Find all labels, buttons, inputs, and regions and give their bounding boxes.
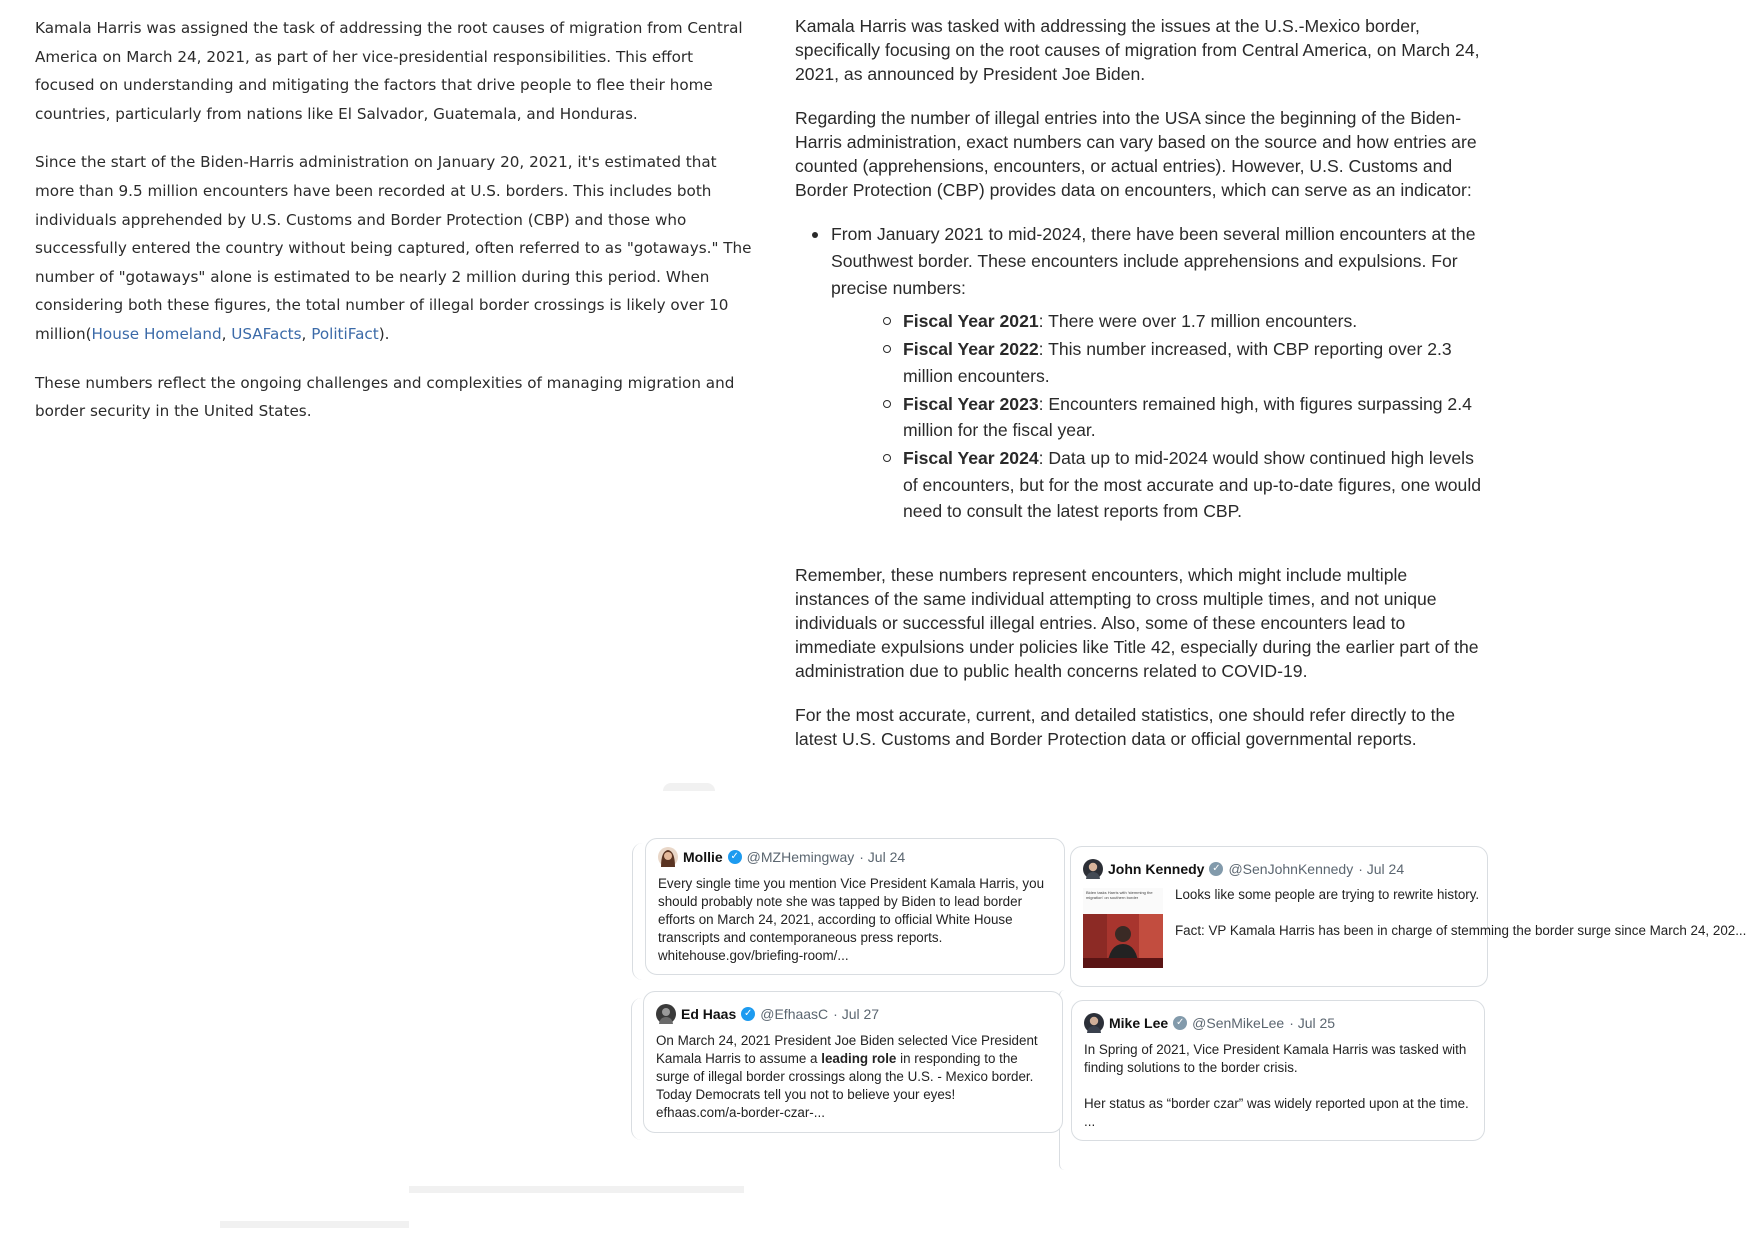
fiscal-year-label: Fiscal Year 2021 (903, 311, 1039, 331)
paragraph-gap (1175, 904, 1485, 922)
tweet-header (1083, 859, 1475, 879)
tweet-author-name[interactable]: Mollie (683, 848, 723, 865)
fiscal-year-text: : Encounters remained high, with figures surpassing 2.4 million for the fiscal year. (903, 393, 1472, 440)
tweet-date[interactable]: · Jul 24 (859, 848, 906, 865)
tweet-text-bold: leading role (821, 1051, 897, 1067)
tweet-body (656, 1032, 1050, 1122)
verified-badge-icon: ✓ (741, 1007, 755, 1021)
left-paragraph-2-text: Since the start of the Biden-Harris administration on January 20, 2021, it's estimated that more than 9.5 million encounters have been recorded at U.S. borders. This includes both individuals apprehended by U.S. Customs and Border Protection (CBP) and those who successfully entered the country without being captured, often referred to as "gotaways." The number of "gotaways" alone is estimated to be nearly 2 million during this period. When considering both these figures, the total number of illegal border crossings is likely over 10 million( (35, 153, 752, 343)
fiscal-year-text: : Data up to mid-2024 would show continued high levels of encounters, but for the most accurate and up-to-date figures, one would need to consult the latest reports from CBP. (903, 448, 1482, 521)
tweet-thumbnail[interactable] (1083, 888, 1163, 968)
avatar[interactable] (656, 1004, 676, 1024)
right-paragraph-1: Kamala Harris was tasked with addressing the issues at the U.S.-Mexico border, specifically focusing on the root causes of migration from Central America, on March 24, 2021, as announced by President Joe Biden. (795, 16, 1480, 84)
tweet-header (658, 847, 1052, 867)
tweet-text: Looks like some people are trying to rewrite history. (1175, 887, 1480, 902)
verified-badge-icon: ✓ (1209, 862, 1223, 876)
verified-badge-icon: ✓ (1173, 1016, 1187, 1030)
source-separator: , (301, 324, 312, 343)
tweet-handle[interactable]: @SenJohnKennedy (1228, 860, 1354, 877)
tweet-date[interactable]: · Jul 24 (1358, 860, 1405, 877)
source-link-house-homeland[interactable]: House Homeland (91, 324, 222, 343)
tweet-handle[interactable]: @EfhaasC (760, 1005, 829, 1022)
tweet-text: Fact: VP Kamala Harris has been in charge of stemming the border surge since March 24, 202... (1175, 923, 1746, 939)
list-item (831, 308, 1485, 335)
tweet-header (656, 1004, 1050, 1024)
tweet-text: Every single time you mention Vice President Kamala Harris, you should probably note she was tapped by Biden to lead border efforts on March 24, 2021, according to official White House transcripts and contemporaneous press reports. (658, 876, 1045, 946)
tweet-author-name[interactable]: John Kennedy (1108, 860, 1205, 877)
paragraph-gap (1084, 1077, 1472, 1095)
source-link-usafacts[interactable]: USAFacts (231, 324, 302, 343)
tweet-card-lee[interactable] (1071, 1000, 1485, 1141)
image-artifact (663, 783, 715, 791)
fiscal-year-text: : This number increased, with CBP reporting over 2.3 million encounters. (903, 339, 1452, 386)
source-link-politifact[interactable]: PolitiFact (311, 324, 379, 343)
tweet-text: Her status as “border czar” was widely reported upon at the time. ... (1084, 1096, 1469, 1130)
tweet-date[interactable]: · Jul 27 (833, 1005, 880, 1022)
list-item (831, 445, 1485, 525)
tweet-author-name[interactable]: Ed Haas (681, 1005, 737, 1022)
thumbnail-photo (1083, 914, 1163, 968)
tweet-body (1084, 1041, 1472, 1131)
right-answer-panel (795, 14, 1485, 751)
tweet-link[interactable]: whitehouse.gov/briefing-room/... (658, 948, 849, 964)
left-paragraph-3: These numbers reflect the ongoing challenges and complexities of managing migration and border security in the United States. (35, 373, 735, 421)
fiscal-year-text: : There were over 1.7 million encounters. (1038, 311, 1358, 331)
tweet-header (1084, 1013, 1472, 1033)
tweet-handle[interactable]: @SenMikeLee (1192, 1014, 1285, 1031)
tweet-text (656, 1032, 1050, 1104)
image-artifact (409, 1186, 744, 1193)
list-item (831, 336, 1485, 389)
encounters-bullet-text: From January 2021 to mid-2024, there have been several million encounters at the Southwest border. These encounters include apprehensions and expulsions. For precise numbers: (831, 224, 1476, 298)
fiscal-year-label: Fiscal Year 2024 (903, 448, 1039, 468)
fiscal-year-label: Fiscal Year 2023 (903, 393, 1039, 414)
right-paragraph-3: Remember, these numbers represent encounters, which might include multiple instances of the same individual attempting to cross multiple times, and not unique individuals or successful illegal entries. Also, some of these encounters lead to immediate expulsions under policies like Title 42, especially during the earlier part of the administration due to public health concerns related to COVID-19. (795, 564, 1479, 681)
avatar[interactable] (658, 847, 678, 867)
tweet-author-name[interactable]: Mike Lee (1109, 1014, 1169, 1031)
source-separator: , (221, 324, 232, 343)
left-answer-panel (35, 14, 757, 446)
fiscal-year-label: Fiscal Year 2022 (903, 339, 1039, 359)
list-item (795, 221, 1485, 525)
right-paragraph-2: Regarding the number of illegal entries into the USA since the beginning of the Biden-Harris administration, exact numbers can vary based on the source and how entries are counted (apprehensions, encounters, or actual entries). However, U.S. Customs and Border Protection (CBP) provides data on encounters, which can serve as an indicator: (795, 108, 1477, 200)
encounters-list (795, 221, 1485, 525)
fiscal-year-list (831, 308, 1485, 525)
avatar[interactable] (1083, 859, 1103, 879)
verified-badge-icon: ✓ (728, 850, 742, 864)
list-item (831, 391, 1485, 444)
tweet-text-post: in responding to the surge of illegal border crossings along the U.S. - Mexico border. Today Democrats tell you not to believe your eyes! (656, 1051, 1034, 1103)
tweet-handle[interactable]: @MZHemingway (746, 848, 855, 865)
tweet-text-pre: On March 24, 2021 President Joe Biden selected Vice President Kamala Harris to assume a (656, 1033, 1038, 1067)
tweet-text: In Spring of 2021, Vice President Kamala Harris was tasked with finding solutions to the border crisis. (1084, 1042, 1467, 1076)
tweet-card-haas[interactable] (643, 991, 1063, 1133)
tweet-body (1175, 886, 1746, 940)
thumbnail-caption: Biden tasks Harris with 'stemming the migration' on southern border (1083, 888, 1163, 914)
image-artifact (220, 1221, 409, 1228)
avatar[interactable] (1084, 1013, 1104, 1033)
left-paragraph-2-end: ). (378, 324, 390, 343)
tweet-link[interactable]: efhaas.com/a-border-czar-... (656, 1105, 825, 1121)
tweet-body (658, 875, 1052, 965)
left-paragraph-2 (35, 148, 757, 348)
tweet-date[interactable]: · Jul 25 (1289, 1014, 1336, 1031)
left-paragraph-1: Kamala Harris was assigned the task of addressing the root causes of migration from Central America on March 24, 2021, as part of her vice-presidential responsibilities. This effort focused on understanding and mitigating the factors that drive people to flee their home countries, particularly from nations like El Salvador, Guatemala, and Honduras. (35, 19, 743, 123)
right-paragraph-4: For the most accurate, current, and detailed statistics, one should refer directly to the latest U.S. Customs and Border Protection data or official governmental reports. (795, 704, 1456, 749)
tweet-card-kennedy[interactable] (1070, 846, 1746, 987)
tweet-card-mollie[interactable] (645, 838, 1065, 975)
